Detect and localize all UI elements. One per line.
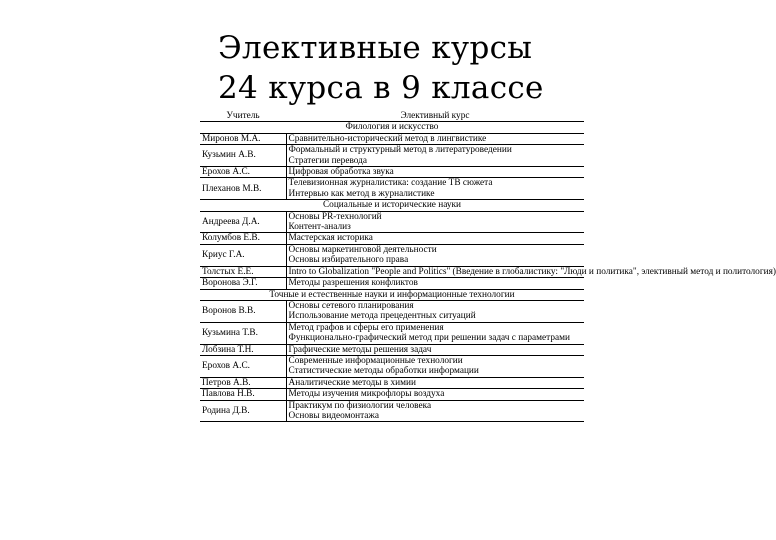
column-header-course: Элективный курс bbox=[286, 111, 584, 122]
table-row bbox=[200, 233, 584, 244]
table-row bbox=[200, 377, 584, 388]
teacher-cell: Андреева Д.А. bbox=[200, 211, 286, 233]
course-cell: Основы PR-технологий bbox=[286, 211, 584, 222]
table-row bbox=[200, 344, 584, 355]
course-cell: Сравнительно-исторический метод в лингвистике bbox=[286, 133, 584, 144]
course-cell: Функционально-графический метод при решении задач с параметрами bbox=[286, 333, 584, 344]
teacher-cell: Родина Д.В. bbox=[200, 400, 286, 422]
slide-title-line-2: 24 курса в 9 классе bbox=[218, 70, 544, 106]
table-row bbox=[200, 244, 584, 255]
table-row bbox=[200, 211, 584, 222]
table-row bbox=[200, 278, 584, 289]
table-row bbox=[200, 355, 584, 366]
course-cell: Графические методы решения задач bbox=[286, 344, 584, 355]
table-row bbox=[200, 322, 584, 333]
teacher-cell: Ерохов А.С. bbox=[200, 355, 286, 377]
course-cell: Стратегии перевода bbox=[286, 156, 584, 167]
teacher-cell: Кузьмина Т.В. bbox=[200, 322, 286, 344]
table-row bbox=[200, 145, 584, 156]
section-heading: Точные и естественные науки и информационные технологии bbox=[200, 289, 584, 300]
teacher-cell: Павлова Н.В. bbox=[200, 389, 286, 400]
course-cell: Контент-анализ bbox=[286, 222, 584, 233]
course-cell: Основы маркетинговой деятельности bbox=[286, 244, 584, 255]
section-heading: Социальные и исторические науки bbox=[200, 200, 584, 211]
teacher-cell: Воронов В.В. bbox=[200, 300, 286, 322]
section-heading: Филология и искусство bbox=[200, 122, 584, 133]
course-cell: Метод графов и сферы его применения bbox=[286, 322, 584, 333]
course-cell: Основы видеомонтажа bbox=[286, 411, 584, 422]
table-header-row bbox=[200, 111, 584, 122]
teacher-cell: Петров А.В. bbox=[200, 377, 286, 388]
teacher-cell: Плеханов М.В. bbox=[200, 178, 286, 200]
course-cell: Основы избирательного права bbox=[286, 255, 584, 266]
table-row bbox=[200, 167, 584, 178]
course-cell: Формальный и структурный метод в литературоведении bbox=[286, 145, 584, 156]
course-cell: Основы сетевого планирования bbox=[286, 300, 584, 311]
teacher-cell: Толстых Е.Е. bbox=[200, 266, 286, 277]
courses-table bbox=[200, 111, 776, 422]
table-row bbox=[200, 178, 584, 189]
table-row bbox=[200, 400, 584, 411]
teacher-cell: Колумбов Е.В. bbox=[200, 233, 286, 244]
courses-table-body bbox=[200, 122, 776, 422]
table-row bbox=[200, 133, 584, 144]
table-row bbox=[200, 266, 584, 277]
table-row bbox=[200, 300, 584, 311]
section-row bbox=[200, 200, 584, 211]
teacher-cell: Воронова Э.Г. bbox=[200, 278, 286, 289]
course-cell: Мастерская историка bbox=[286, 233, 584, 244]
course-cell: Использование метода прецедентных ситуаций bbox=[286, 311, 584, 322]
course-cell: Практикум по физиологии человека bbox=[286, 400, 584, 411]
teacher-cell: Миронов М.А. bbox=[200, 133, 286, 144]
course-cell: Статистические методы обработки информации bbox=[286, 366, 584, 377]
course-cell: Аналитические методы в химии bbox=[286, 377, 584, 388]
slide-title bbox=[218, 28, 544, 108]
course-cell: Методы разрешения конфликтов bbox=[286, 278, 584, 289]
course-cell: Телевизионная журналистика: создание ТВ сюжета bbox=[286, 178, 584, 189]
course-cell: Цифровая обработка звука bbox=[286, 167, 584, 178]
teacher-cell: Кузьмин А.В. bbox=[200, 145, 286, 167]
teacher-cell: Лобзина Т.Н. bbox=[200, 344, 286, 355]
teacher-cell: Ерохов А.С. bbox=[200, 167, 286, 178]
section-row bbox=[200, 122, 584, 133]
teacher-cell: Криус Г.А. bbox=[200, 244, 286, 266]
section-row bbox=[200, 289, 584, 300]
course-cell: Intro to Globalization "People and Politics" (Введение в глобалистику: "Люди и политика", элективный метод и политология) bbox=[286, 266, 584, 277]
table-row bbox=[200, 389, 584, 400]
column-header-teacher: Учитель bbox=[200, 111, 286, 122]
course-cell: Методы изучения микрофлоры воздуха bbox=[286, 389, 584, 400]
course-cell: Интервью как метод в журналистике bbox=[286, 189, 584, 200]
slide-title-line-1: Элективные курсы bbox=[218, 30, 533, 66]
course-cell: Современные информационные технологии bbox=[286, 355, 584, 366]
